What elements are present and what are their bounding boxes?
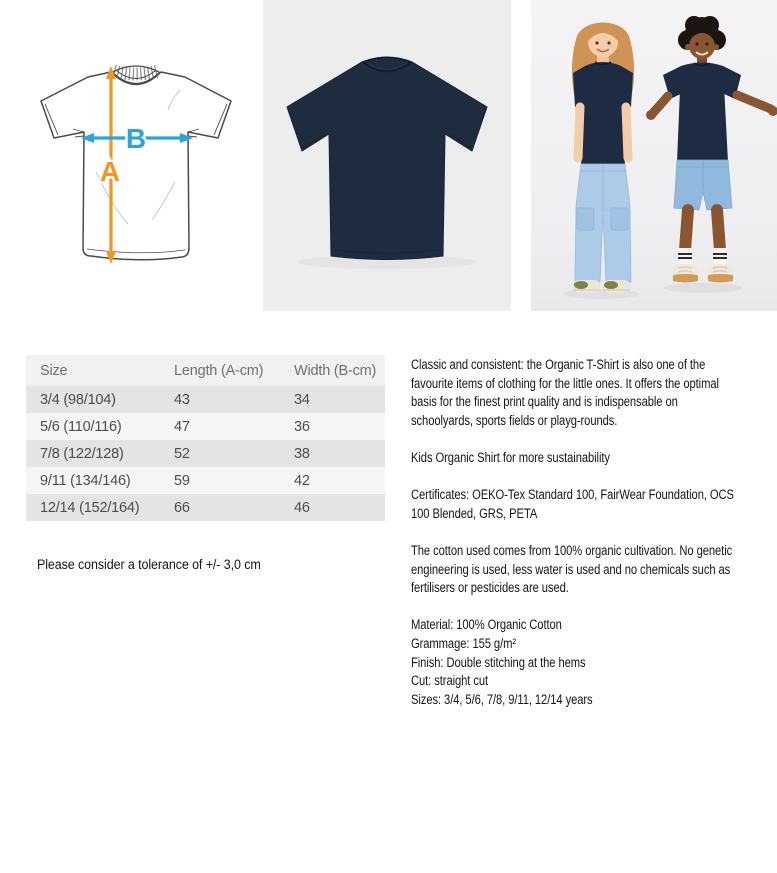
table-row	[26, 413, 385, 440]
tshirt-measurement-drawing	[0, 0, 263, 311]
spec-sizes: Sizes: 3/4, 5/6, 7/8, 9/11, 12/14 years	[411, 691, 593, 707]
description-cotton: The cotton used comes from 100% organic cultivation. No genetic engineering is used, less water is used and no chemicals such as fertilisers or pesticides are used.	[411, 542, 733, 596]
length-cell: 47	[174, 418, 190, 435]
length-cell: 52	[174, 445, 190, 462]
boy-figure	[646, 16, 777, 283]
description-certificates: Certificates: OEKO-Tex Standard 100, FairWear Foundation, OCS 100 Blended, GRS, PETA	[411, 487, 734, 521]
table-row	[26, 467, 385, 494]
width-cell: 34	[294, 391, 310, 408]
navy-tshirt-flatlay	[263, 0, 511, 311]
product-photo	[263, 0, 511, 311]
size-cell: 3/4 (98/104)	[40, 391, 116, 408]
size-cell: 7/8 (122/128)	[40, 445, 124, 462]
width-cell: 36	[294, 418, 310, 435]
length-cell: 59	[174, 472, 190, 489]
length-cell: 43	[174, 391, 190, 408]
header-length: Length (A-cm)	[174, 362, 264, 379]
girl-figure	[572, 23, 634, 294]
length-cell: 66	[174, 499, 190, 516]
width-cell: 46	[294, 499, 310, 516]
size-diagram-image	[0, 0, 263, 311]
size-table	[26, 355, 385, 521]
size-cell: 9/11 (134/146)	[40, 472, 131, 489]
table-row	[26, 440, 385, 467]
spec-material: Material: 100% Organic Cotton	[411, 617, 562, 633]
size-cell: 5/6 (110/116)	[40, 418, 122, 435]
table-row	[26, 494, 385, 521]
spec-grammage: Grammage: 155 g/m²	[411, 635, 516, 651]
description-intro: Classic and consistent: the Organic T-Shirt is also one of the favourite items of clothing for the little ones. It offers the optimal basis for the finest print quality and is indispensable on schoolyards, sports fields or playg-rounds.	[411, 357, 719, 428]
width-cell: 38	[294, 445, 310, 462]
tolerance-note: Please consider a tolerance of +/- 3,0 cm	[37, 557, 261, 573]
spec-finish: Finish: Double stitching at the hems	[411, 654, 586, 670]
product-description	[411, 356, 736, 709]
header-size: Size	[40, 362, 68, 379]
spec-cut: Cut: straight cut	[411, 673, 489, 689]
label-a: A	[99, 156, 121, 187]
table-header-row	[26, 355, 385, 386]
width-cell: 42	[294, 472, 310, 489]
description-sustainability: Kids Organic Shirt for more sustainability	[411, 449, 610, 465]
spec-list	[411, 616, 736, 709]
header-width: Width (B-cm)	[294, 362, 377, 379]
model-photo	[531, 0, 777, 311]
size-cell: 12/14 (152/164)	[40, 499, 140, 516]
label-b: B	[125, 123, 147, 154]
kids-wearing-tshirts	[531, 0, 777, 311]
table-row	[26, 386, 385, 413]
